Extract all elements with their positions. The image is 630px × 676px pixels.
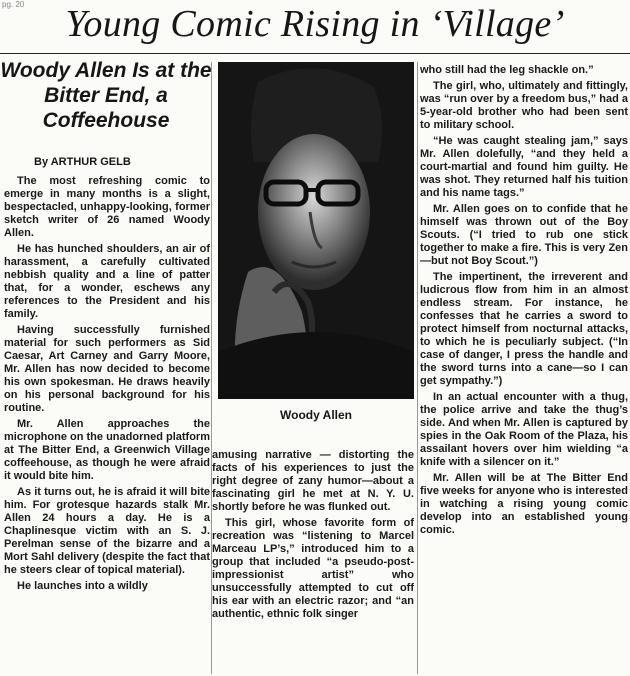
paragraph: This girl, whose favorite form of recreation was “listening to Marcel Marceau LP’s,” introduced him to a group that included “a pseudo-post-impressionist artist” who unsuccessfully attempted to cut off his ear with an electric razor; and “an authentic, ethnic folk singer [212, 517, 414, 620]
page-label: pg. 20 [2, 0, 25, 9]
subhead: Woody Allen Is at the Bitter End, a Coffeehouse [0, 59, 212, 132]
paragraph: Mr. Allen approaches the microphone on the unadorned platform at The Bitter End, a Greenwich Village coffeehouse, as though he were afraid it would bite him. [4, 418, 210, 482]
paragraph: He launches into a wildly [17, 580, 148, 592]
paragraph: amusing narrative — distorting the facts of his experiences to just the right degree of zany humor—about a fascinating girl he met at N. Y. U. shortly before he was flunked out. [212, 449, 414, 513]
portrait-image [218, 62, 414, 399]
article-column-2 [212, 449, 414, 676]
paragraph: Mr. Allen goes on to confide that he himself was thrown out of the Boy Scouts. (“I tried to rub one stick together to make a fire. This is very Zen—but not Boy Scout.”) [420, 203, 628, 267]
paragraph: who still had the leg shackle on.” [420, 64, 594, 76]
article-column-3 [420, 64, 628, 676]
column-divider [417, 62, 418, 674]
paragraph: The most refreshing comic to emerge in many months is a slight, bespectacled, unhappy-looking, former sketch writer of 26 named Woody Allen. [4, 175, 210, 239]
article-column-1 [4, 175, 210, 675]
paragraph: In an actual encounter with a thug, the police arrive and take the thug’s side. And when Mr. Allen is captured by spies in the Oak Room of the Plaza, his assailant hovers over him wielding “a knife with a silencer on it.” [420, 391, 628, 468]
byline: By ARTHUR GELB [34, 156, 131, 168]
paragraph: Mr. Allen will be at The Bitter End five weeks for anyone who is interested in watching a rising young comic develop into an established young comic. [420, 472, 628, 536]
paragraph: The girl, who, ultimately and fittingly, was “run over by a freedom bus,” had a 5-year-old brother who had been sent to military school. [420, 80, 628, 131]
paragraph: “He was caught stealing jam,” says Mr. Allen dolefully, “and they held a court-martial and found him guilty. He was shot. They returned half his tuition and his name tags.” [420, 135, 628, 199]
paragraph: He has hunched shoulders, an air of harassment, a carefully cultivated nebbish quality and a line of patter that, for a wonder, eschews any references to the President and his family. [4, 243, 210, 320]
paragraph: Having successfully furnished material for such performers as Sid Caesar, Art Carney and Garry Moore, Mr. Allen has now decided to become his own spokesman. He draws heavily on his personal background for his routine. [4, 324, 210, 414]
paragraph: The impertinent, the irreverent and ludicrous flow from him in an almost endless stream. For instance, he confesses that he carries a sword to protect himself from nocturnal attacks, to which he is peculiarly subject. (“In case of danger, I press the handle and the sword turns into a cane—so I can get sympathy.”) [420, 271, 628, 387]
portrait-photo [218, 62, 414, 399]
photo-caption: Woody Allen [280, 408, 352, 422]
paragraph: As it turns out, he is afraid it will bite him. For grotesque hazards stalk Mr. Allen 24 hours a day. He is a Chaplinesque victim with an S. J. Perelman sense of the bizarre and a Mort Sahl delivery (despite the fact that he steers clear of topical material). [4, 486, 210, 576]
headline: Young Comic Rising in ‘Village’ [65, 3, 565, 45]
headline-rule [0, 53, 630, 54]
